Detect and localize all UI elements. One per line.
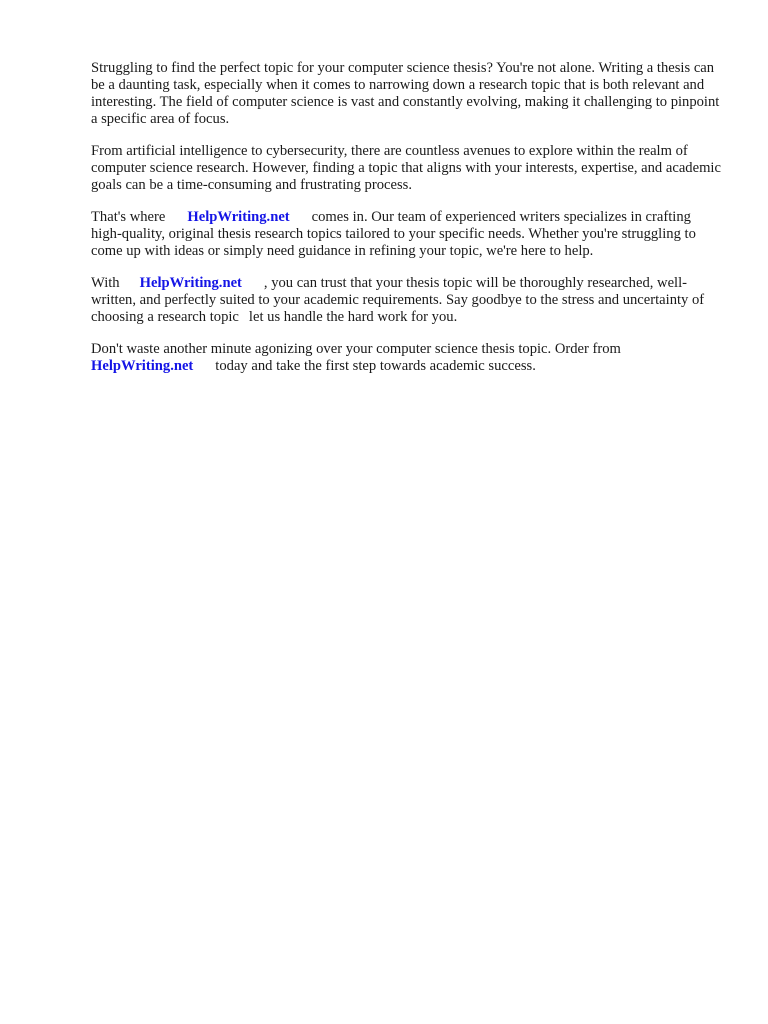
paragraph-intro-text: Struggling to find the perfect topic for your computer science thesis? You're not alone. Writing a thesis can be a daunting task, especially when it comes to narrowing down a research topic that is both relevant and interesting. The field of computer science is vast and constantly evolving, making it challenging to pinpoint a specific area of focus.: [91, 60, 720, 127]
cta-lead: Don't waste another minute agonizing over your computer science thesis topic. Order from: [91, 341, 621, 357]
trust-rest-a: , you can trust that your thesis topic will be thoroughly researched, well-written, and perfectly suited to your academic requirements. Say goodbye to the stress and uncertainty of choosing a research topic: [91, 275, 705, 325]
trust-lead: With: [91, 275, 120, 291]
trust-rest-b: let us handle the hard work for you.: [248, 309, 458, 325]
paragraph-trust: [91, 275, 721, 326]
helpwriting-link-1[interactable]: HelpWriting.net: [187, 209, 290, 225]
document-body: [91, 60, 721, 390]
service-intro-lead: That's where: [91, 209, 166, 225]
cta-rest: today and take the first step towards academic success.: [215, 358, 536, 374]
paragraph-service-intro: [91, 209, 721, 260]
paragraph-research-areas-text: From artificial intelligence to cybersecurity, there are countless avenues to explore within the realm of computer science research. However, finding a topic that aligns with your interests, expertise, and academic goals can be a time-consuming and frustrating process.: [91, 143, 721, 193]
paragraph-intro: [91, 60, 721, 128]
paragraph-research-areas: [91, 143, 721, 194]
helpwriting-link-3[interactable]: HelpWriting.net: [91, 358, 194, 374]
paragraph-call-to-action: [91, 341, 721, 375]
helpwriting-link-2[interactable]: HelpWriting.net: [139, 275, 242, 291]
service-intro-rest: comes in. Our team of experienced writers specializes in crafting high-quality, original thesis research topics tailored to your specific needs. Whether you're struggling to come up with ideas or simply need guidance in refining your topic, we're here to help.: [91, 209, 696, 259]
